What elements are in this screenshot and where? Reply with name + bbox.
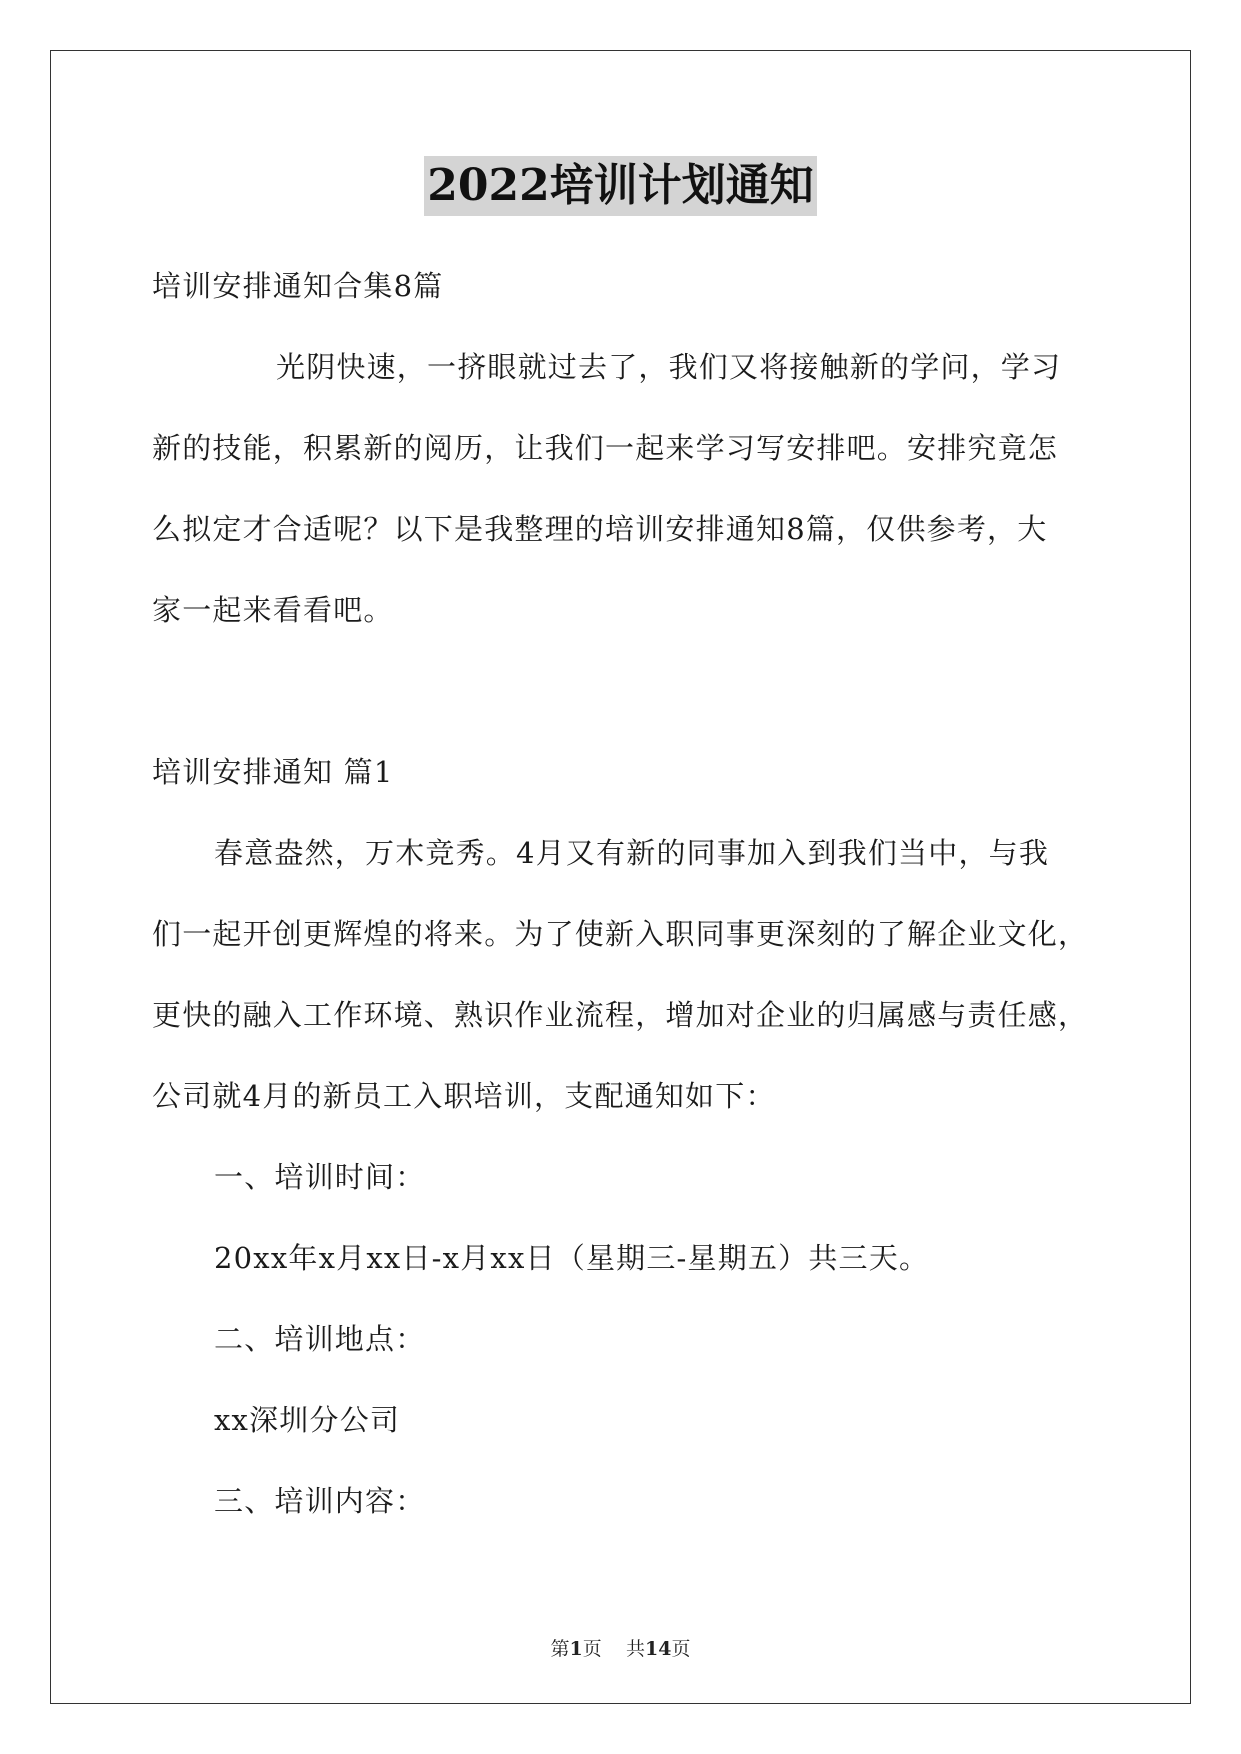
item-heading-content: 三、培训内容： [214, 1484, 426, 1518]
document-body [152, 256, 1107, 1552]
blank-gap [152, 661, 1107, 742]
intro-line-2: 新的技能，积累新的阅历，让我们一起来学习写安排吧。安排究竟怎 [152, 431, 1059, 465]
item-heading-location: 二、培训地点： [214, 1322, 426, 1356]
item-heading-time: 一、培训时间： [214, 1160, 426, 1194]
total-suffix: 页 [671, 1638, 691, 1660]
intro-line-4: 家一起来看看吧。 [152, 593, 394, 627]
title-container [0, 156, 1241, 216]
total-pages: 14 [644, 1638, 672, 1660]
page-suffix: 页 [582, 1638, 602, 1660]
section-heading: 培训安排通知 篇1 [152, 755, 394, 789]
section-paragraph-line-4: 公司就4月的新员工入职培训，支配通知如下： [152, 1079, 776, 1113]
page-number: 1 [569, 1638, 583, 1660]
section-paragraph-line-1: 春意盎然，万木竞秀。4月又有新的同事加入到我们当中，与我 [214, 836, 1050, 870]
item-value-location: xx深圳分公司 [214, 1403, 401, 1437]
document-title: 2022培训计划通知 [424, 156, 816, 216]
section-paragraph-line-3: 更快的融入工作环境、熟识作业流程，增加对企业的归属感与责任感， [152, 998, 1089, 1032]
item-value-time: 20xx年x月xx日-x月xx日（星期三-星期五）共三天。 [214, 1241, 930, 1275]
page-footer [0, 1634, 1241, 1661]
page-prefix: 第 [550, 1638, 570, 1660]
total-prefix: 共 [625, 1638, 645, 1660]
intro-line-3: 么拟定才合适呢？以下是我整理的培训安排通知8篇，仅供参考，大 [152, 512, 1048, 546]
subtitle-line: 培训安排通知合集8篇 [152, 269, 444, 303]
intro-line-1: 光阴快速，一挤眼就过去了，我们又将接触新的学问，学习 [276, 350, 1062, 384]
section-paragraph-line-2: 们一起开创更辉煌的将来。为了使新入职同事更深刻的了解企业文化， [152, 917, 1089, 951]
